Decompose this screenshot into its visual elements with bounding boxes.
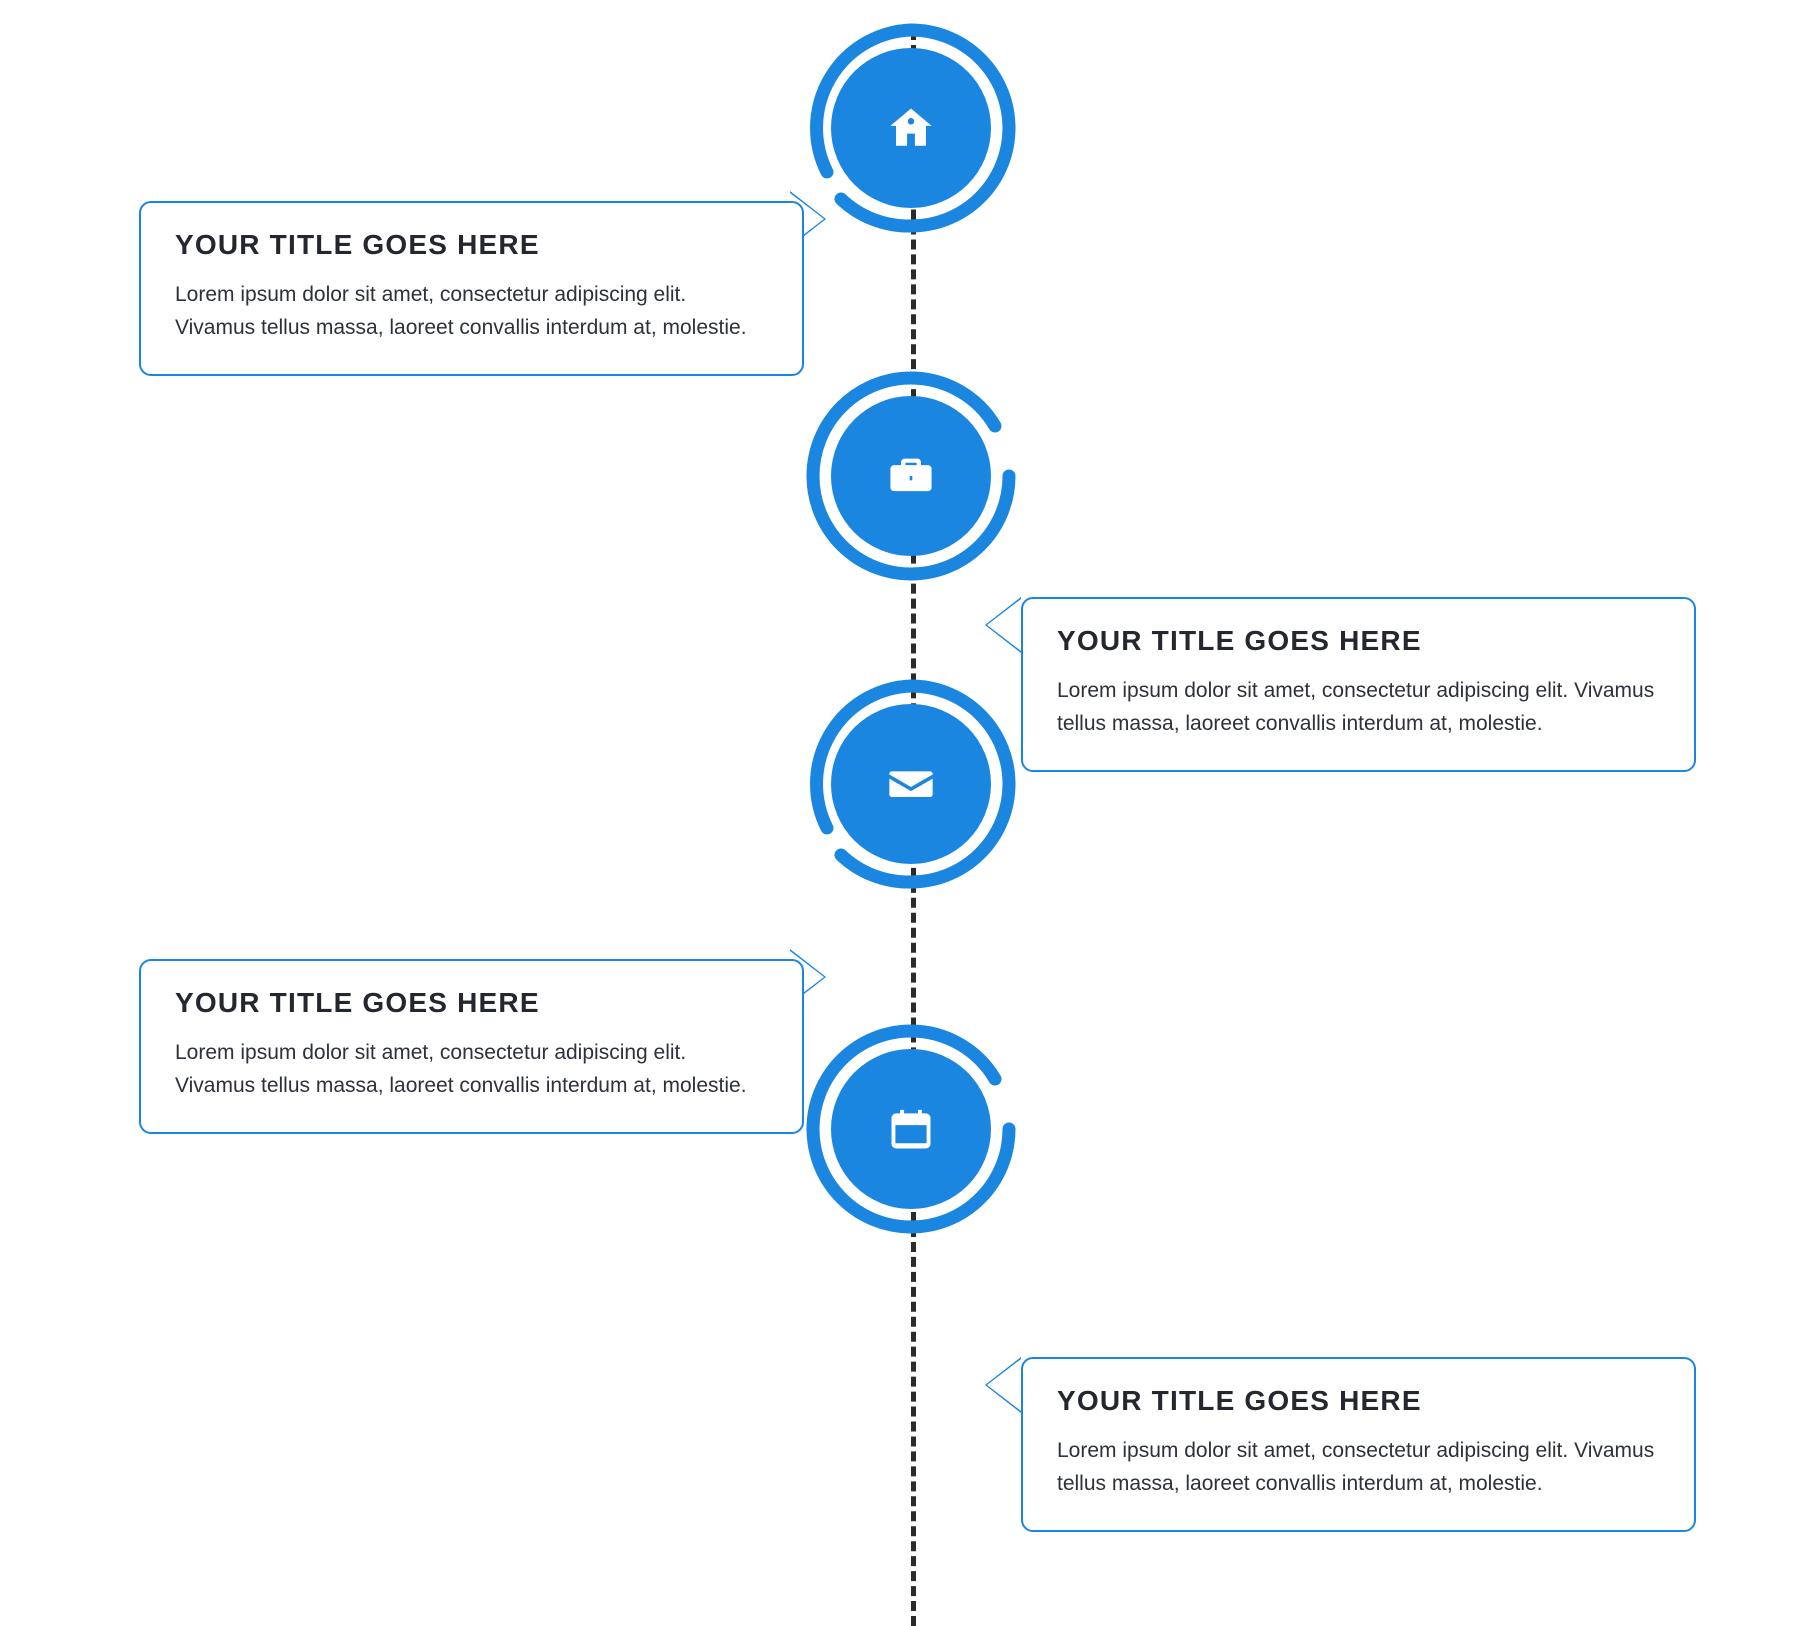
- home-icon: [885, 102, 937, 154]
- timeline-node-3[interactable]: [805, 678, 1017, 890]
- callout-title-2: YOUR TITLE GOES HERE: [1057, 625, 1422, 656]
- callout-tail-4: [987, 1359, 1021, 1411]
- node-disc-1: [831, 48, 991, 208]
- callout-body-2: Lorem ipsum dolor sit amet, consectetur adipiscing elit. Vivamus tellus massa, laoreet convallis interdum at, molestie.: [1057, 679, 1655, 735]
- briefcase-icon: [885, 450, 937, 502]
- callout-card-1[interactable]: [139, 201, 804, 376]
- node-disc-2: [831, 396, 991, 556]
- callout-tail-2: [987, 599, 1021, 651]
- timeline-node-1[interactable]: [805, 22, 1017, 234]
- callout-title-1: YOUR TITLE GOES HERE: [175, 229, 540, 260]
- callout-card-3[interactable]: [139, 959, 804, 1134]
- envelope-icon: [885, 758, 937, 810]
- callout-title-4: YOUR TITLE GOES HERE: [1057, 1385, 1422, 1416]
- callout-body-3: Lorem ipsum dolor sit amet, consectetur adipiscing elit. Vivamus tellus massa, laoreet convallis interdum at, molestie.: [175, 1041, 747, 1097]
- timeline-node-4[interactable]: [805, 1023, 1017, 1235]
- node-disc-3: [831, 704, 991, 864]
- calendar-icon: [885, 1103, 937, 1155]
- callout-body-1: Lorem ipsum dolor sit amet, consectetur adipiscing elit. Vivamus tellus massa, laoreet convallis interdum at, molestie.: [175, 283, 747, 339]
- callout-card-2[interactable]: [1021, 597, 1696, 772]
- node-disc-4: [831, 1049, 991, 1209]
- callout-title-3: YOUR TITLE GOES HERE: [175, 987, 540, 1018]
- callout-body-4: Lorem ipsum dolor sit amet, consectetur adipiscing elit. Vivamus tellus massa, laoreet convallis interdum at, molestie.: [1057, 1439, 1655, 1495]
- callout-card-4[interactable]: [1021, 1357, 1696, 1532]
- timeline-node-2[interactable]: [805, 370, 1017, 582]
